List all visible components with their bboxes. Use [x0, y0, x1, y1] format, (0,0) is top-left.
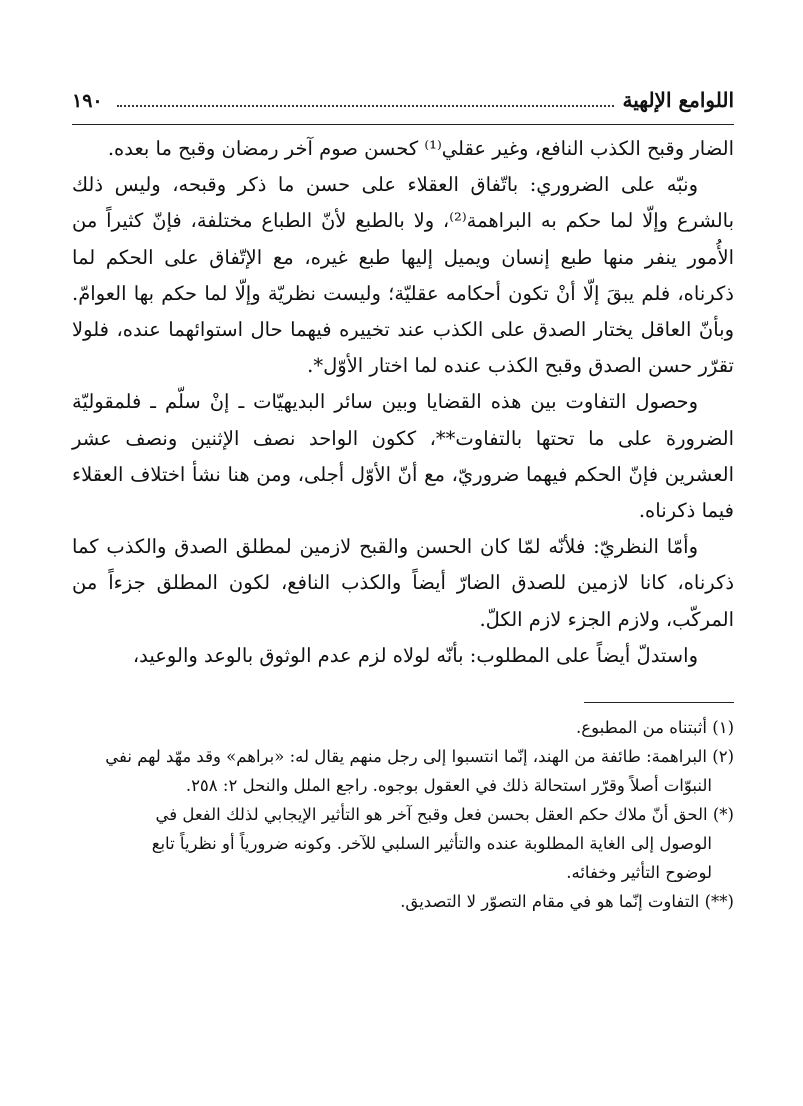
footnote-2-text: البراهمة: طائفة من الهند، إنّما انتسبوا إلى رجل منهم يقال له: «براهم» وقد مهّد لهم نفي — [105, 747, 707, 767]
footnote-2 — [72, 742, 734, 771]
header-dot-leader — [117, 104, 615, 107]
main-text — [72, 131, 734, 674]
footnote-4 — [72, 887, 734, 916]
book-page — [72, 88, 734, 916]
footnote-3 — [72, 800, 734, 829]
page-header — [72, 88, 734, 125]
footnote-1-mark: (١) — [712, 718, 734, 738]
footnote-3-text: الحق أنّ ملاك حكم العقل بحسن فعل وقبح آخر هو التأثير الإيجابي لذلك الفعل في — [155, 805, 708, 825]
footnote-3-continuation-1: الوصول إلى الغاية المطلوبة عنده والتأثير السلبي للآخر. وكونه ضرورياً أو نظرياً تابع — [151, 834, 712, 854]
footnote-1 — [72, 713, 734, 742]
running-title: اللوامع الإلهية — [622, 88, 734, 112]
footnotes — [72, 713, 734, 916]
footnote-3-mark: (*) — [712, 805, 734, 825]
paragraph-4: وأمّا النظريّ: فلأنّه لمّا كان الحسن والقبح لازمين لمطلق الصدق والكذب كما ذكرناه، كانا لازمين للصدق الضارّ أيضاً والكذب النافع، لكون المطلق جزءاً من المركّب، ولازم الجزء لازم الكلّ. — [72, 535, 734, 631]
page-number: ١٩٠ — [72, 90, 103, 112]
paragraph-1: الضار وقبح الكذب النافع، وغير عقلي⁽¹⁾ كحسن صوم آخر رمضان وقبح ما بعده. — [107, 137, 734, 160]
footnote-2-mark: (٢) — [712, 747, 734, 767]
footnote-4-text: التفاوت إنّما هو في مقام التصوّر لا التصديق. — [400, 892, 700, 912]
paragraph-3: وحصول التفاوت بين هذه القضايا وبين سائر البديهيّات ـ إنْ سلّم ـ فلمقوليّة الضرورة على ما تحتها بالتفاوت**، ككون الواحد نصف الإثنين ونصف عشر العشرين فإنّ الحكم فيهما ضروريّ، مع أنّ الأوّل أجلى، ومن هنا نشأ اختلاف العقلاء فيما ذكرناه. — [72, 390, 734, 523]
footnote-1-text: أثبتناه من المطبوع. — [576, 718, 707, 738]
footnote-4-mark: (**) — [704, 892, 734, 912]
paragraph-2: ونبّه على الضروري: باتّفاق العقلاء على حسن ما ذكر وقبحه، وليس ذلك بالشرع وإلّا لما حكم به البراهمة⁽²⁾، ولا بالطبع لأنّ الطباع مختلفة، فإنّ كثيراً من الأُمور ينفر منها طبع إنسان ويميل إليها طبع غيره، مع الإتّفاق على الحكم لما ذكرناه، فلم يبقَ إلّا أنْ تكون أحكامه عقليّة؛ وليست نظريّة وإلّا لما حكم بها العوامّ. وبأنّ العاقل يختار الصدق على الكذب عند تخييره فيهما حال استوائهما عنده، فلولا تقرّر حسن الصدق وقبح الكذب عنده لما اختار الأوّل*. — [72, 173, 735, 378]
footnote-separator — [584, 702, 734, 703]
paragraph-5: واستدلّ أيضاً على المطلوب: بأنّه لولاه لزم عدم الوثوق بالوعد والوعيد، — [132, 643, 698, 667]
footnote-3-continuation-2: لوضوح التأثير وخفائه. — [566, 863, 712, 883]
footnote-2-continuation: النبوّات أصلاً وقرّر استحالة ذلك في العقول بوجوه. راجع الملل والنحل ٢: ٢٥٨. — [185, 776, 712, 796]
